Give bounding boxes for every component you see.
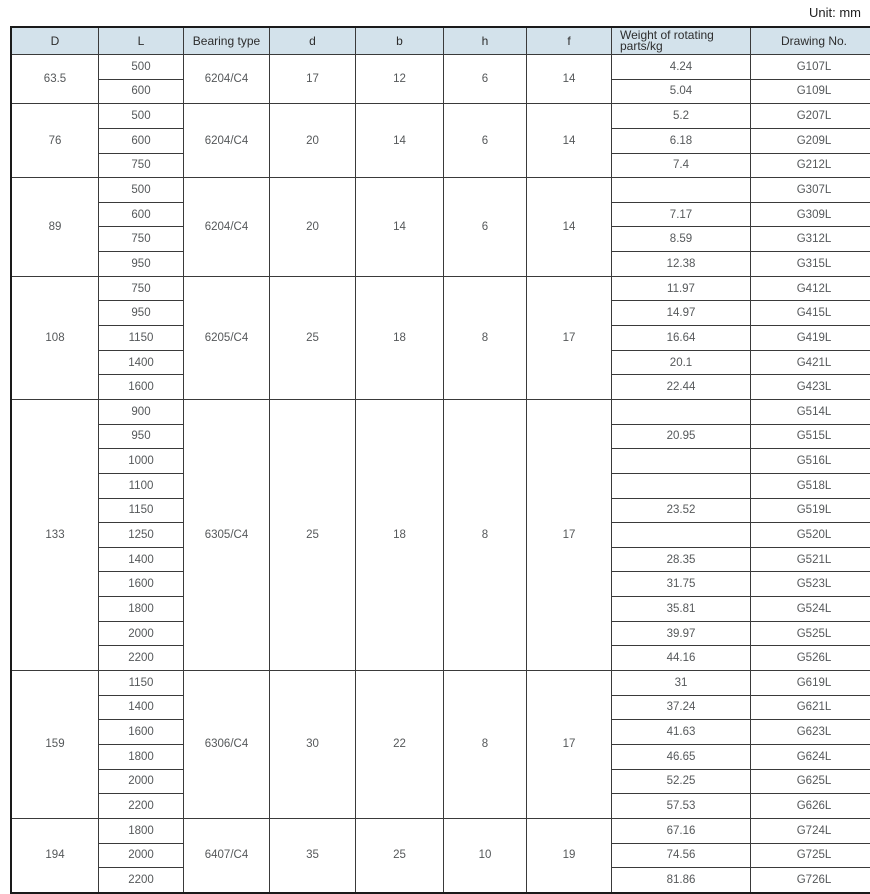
cell-weight: 31: [612, 671, 751, 696]
cell-L: 600: [99, 79, 184, 104]
cell-d: 17: [270, 55, 356, 104]
table-row: [11, 104, 870, 129]
table-body: [11, 55, 870, 893]
cell-f: 14: [527, 178, 612, 277]
cell-D: 133: [11, 399, 99, 670]
cell-drawing-no: G514L: [751, 399, 870, 424]
cell-drawing-no: G626L: [751, 794, 870, 819]
cell-weight: 22.44: [612, 375, 751, 400]
cell-D: 194: [11, 818, 99, 892]
cell-L: 950: [99, 252, 184, 277]
cell-L: 1800: [99, 744, 184, 769]
cell-drawing-no: G524L: [751, 597, 870, 622]
cell-L: 1600: [99, 375, 184, 400]
cell-weight: [612, 473, 751, 498]
cell-weight: [612, 449, 751, 474]
cell-drawing-no: G724L: [751, 818, 870, 843]
cell-weight: 52.25: [612, 769, 751, 794]
cell-L: 950: [99, 424, 184, 449]
cell-weight: 5.04: [612, 79, 751, 104]
cell-drawing-no: G518L: [751, 473, 870, 498]
cell-L: 1800: [99, 818, 184, 843]
cell-drawing-no: G621L: [751, 695, 870, 720]
cell-h: 6: [444, 55, 527, 104]
cell-f: 17: [527, 276, 612, 399]
cell-weight: 44.16: [612, 646, 751, 671]
cell-drawing-no: G625L: [751, 769, 870, 794]
cell-h: 10: [444, 818, 527, 892]
cell-weight: 35.81: [612, 597, 751, 622]
cell-weight: 67.16: [612, 818, 751, 843]
cell-D: 76: [11, 104, 99, 178]
table-row: [11, 818, 870, 843]
cell-drawing-no: G309L: [751, 202, 870, 227]
column-header-bearing-type: Bearing type: [184, 27, 270, 55]
cell-L: 900: [99, 399, 184, 424]
cell-L: 1600: [99, 720, 184, 745]
cell-drawing-no: G419L: [751, 326, 870, 351]
cell-h: 8: [444, 671, 527, 819]
cell-f: 14: [527, 104, 612, 178]
cell-f: 14: [527, 55, 612, 104]
cell-L: 1150: [99, 498, 184, 523]
cell-L: 1150: [99, 326, 184, 351]
cell-bearing-type: 6306/C4: [184, 671, 270, 819]
cell-L: 2000: [99, 769, 184, 794]
cell-D: 108: [11, 276, 99, 399]
cell-h: 6: [444, 178, 527, 277]
cell-L: 600: [99, 202, 184, 227]
cell-weight: 6.18: [612, 128, 751, 153]
cell-weight: 8.59: [612, 227, 751, 252]
cell-weight: 57.53: [612, 794, 751, 819]
cell-h: 8: [444, 276, 527, 399]
cell-bearing-type: 6205/C4: [184, 276, 270, 399]
cell-L: 600: [99, 128, 184, 153]
cell-bearing-type: 6204/C4: [184, 178, 270, 277]
column-header-weight: Weight of rotating parts/kg: [612, 27, 751, 55]
cell-h: 6: [444, 104, 527, 178]
table-row: [11, 399, 870, 424]
cell-L: 2200: [99, 868, 184, 893]
cell-drawing-no: G726L: [751, 868, 870, 893]
cell-weight: 14.97: [612, 301, 751, 326]
cell-drawing-no: G421L: [751, 350, 870, 375]
cell-d: 30: [270, 671, 356, 819]
cell-weight: 20.1: [612, 350, 751, 375]
table-row: [11, 178, 870, 203]
cell-D: 89: [11, 178, 99, 277]
cell-L: 500: [99, 55, 184, 80]
cell-L: 1800: [99, 597, 184, 622]
cell-D: 159: [11, 671, 99, 819]
cell-d: 25: [270, 399, 356, 670]
cell-drawing-no: G312L: [751, 227, 870, 252]
column-header-f: f: [527, 27, 612, 55]
cell-L: 1400: [99, 547, 184, 572]
cell-b: 14: [356, 178, 444, 277]
cell-b: 14: [356, 104, 444, 178]
cell-drawing-no: G526L: [751, 646, 870, 671]
cell-weight: 37.24: [612, 695, 751, 720]
cell-drawing-no: G520L: [751, 523, 870, 548]
cell-L: 2200: [99, 646, 184, 671]
cell-drawing-no: G624L: [751, 744, 870, 769]
cell-weight: 4.24: [612, 55, 751, 80]
cell-b: 18: [356, 399, 444, 670]
cell-drawing-no: G207L: [751, 104, 870, 129]
table-row: [11, 276, 870, 301]
cell-drawing-no: G523L: [751, 572, 870, 597]
table-row: [11, 671, 870, 696]
column-header-h: h: [444, 27, 527, 55]
unit-label: Unit: mm: [809, 5, 861, 20]
cell-drawing-no: G307L: [751, 178, 870, 203]
cell-b: 18: [356, 276, 444, 399]
cell-weight: 20.95: [612, 424, 751, 449]
cell-L: 2200: [99, 794, 184, 819]
cell-bearing-type: 6204/C4: [184, 104, 270, 178]
cell-L: 750: [99, 227, 184, 252]
cell-weight: 81.86: [612, 868, 751, 893]
cell-L: 950: [99, 301, 184, 326]
cell-drawing-no: G525L: [751, 621, 870, 646]
cell-d: 20: [270, 178, 356, 277]
cell-weight: 31.75: [612, 572, 751, 597]
column-header-D: D: [11, 27, 99, 55]
cell-L: 1600: [99, 572, 184, 597]
cell-drawing-no: G415L: [751, 301, 870, 326]
cell-weight: 74.56: [612, 843, 751, 868]
cell-drawing-no: G423L: [751, 375, 870, 400]
cell-weight: 5.2: [612, 104, 751, 129]
cell-weight: 16.64: [612, 326, 751, 351]
bearing-spec-table: [10, 26, 870, 894]
cell-weight: 11.97: [612, 276, 751, 301]
cell-L: 750: [99, 276, 184, 301]
cell-L: 1400: [99, 695, 184, 720]
column-header-drawing-no: Drawing No.: [751, 27, 870, 55]
cell-weight: 46.65: [612, 744, 751, 769]
cell-drawing-no: G109L: [751, 79, 870, 104]
cell-d: 25: [270, 276, 356, 399]
cell-L: 2000: [99, 621, 184, 646]
cell-L: 500: [99, 178, 184, 203]
cell-bearing-type: 6407/C4: [184, 818, 270, 892]
cell-weight: [612, 523, 751, 548]
cell-drawing-no: G516L: [751, 449, 870, 474]
cell-drawing-no: G519L: [751, 498, 870, 523]
cell-b: 25: [356, 818, 444, 892]
cell-drawing-no: G619L: [751, 671, 870, 696]
cell-D: 63.5: [11, 55, 99, 104]
header-row: [11, 27, 870, 55]
cell-L: 500: [99, 104, 184, 129]
cell-weight: 12.38: [612, 252, 751, 277]
cell-d: 35: [270, 818, 356, 892]
cell-drawing-no: G412L: [751, 276, 870, 301]
cell-L: 2000: [99, 843, 184, 868]
cell-b: 22: [356, 671, 444, 819]
cell-d: 20: [270, 104, 356, 178]
column-header-L: L: [99, 27, 184, 55]
cell-bearing-type: 6305/C4: [184, 399, 270, 670]
cell-f: 17: [527, 671, 612, 819]
cell-weight: 23.52: [612, 498, 751, 523]
cell-drawing-no: G623L: [751, 720, 870, 745]
cell-f: 17: [527, 399, 612, 670]
cell-weight: 28.35: [612, 547, 751, 572]
cell-b: 12: [356, 55, 444, 104]
cell-drawing-no: G212L: [751, 153, 870, 178]
cell-L: 1250: [99, 523, 184, 548]
cell-weight: 7.4: [612, 153, 751, 178]
cell-L: 1100: [99, 473, 184, 498]
cell-h: 8: [444, 399, 527, 670]
cell-drawing-no: G315L: [751, 252, 870, 277]
cell-drawing-no: G107L: [751, 55, 870, 80]
cell-L: 1000: [99, 449, 184, 474]
cell-L: 1150: [99, 671, 184, 696]
cell-weight: 41.63: [612, 720, 751, 745]
cell-weight: 7.17: [612, 202, 751, 227]
table-header: [11, 27, 870, 55]
cell-drawing-no: G209L: [751, 128, 870, 153]
cell-f: 19: [527, 818, 612, 892]
cell-L: 750: [99, 153, 184, 178]
cell-bearing-type: 6204/C4: [184, 55, 270, 104]
cell-drawing-no: G521L: [751, 547, 870, 572]
cell-weight: 39.97: [612, 621, 751, 646]
table-row: [11, 55, 870, 80]
column-header-d: d: [270, 27, 356, 55]
cell-weight: [612, 399, 751, 424]
cell-weight: [612, 178, 751, 203]
column-header-b: b: [356, 27, 444, 55]
cell-L: 1400: [99, 350, 184, 375]
cell-drawing-no: G515L: [751, 424, 870, 449]
cell-drawing-no: G725L: [751, 843, 870, 868]
